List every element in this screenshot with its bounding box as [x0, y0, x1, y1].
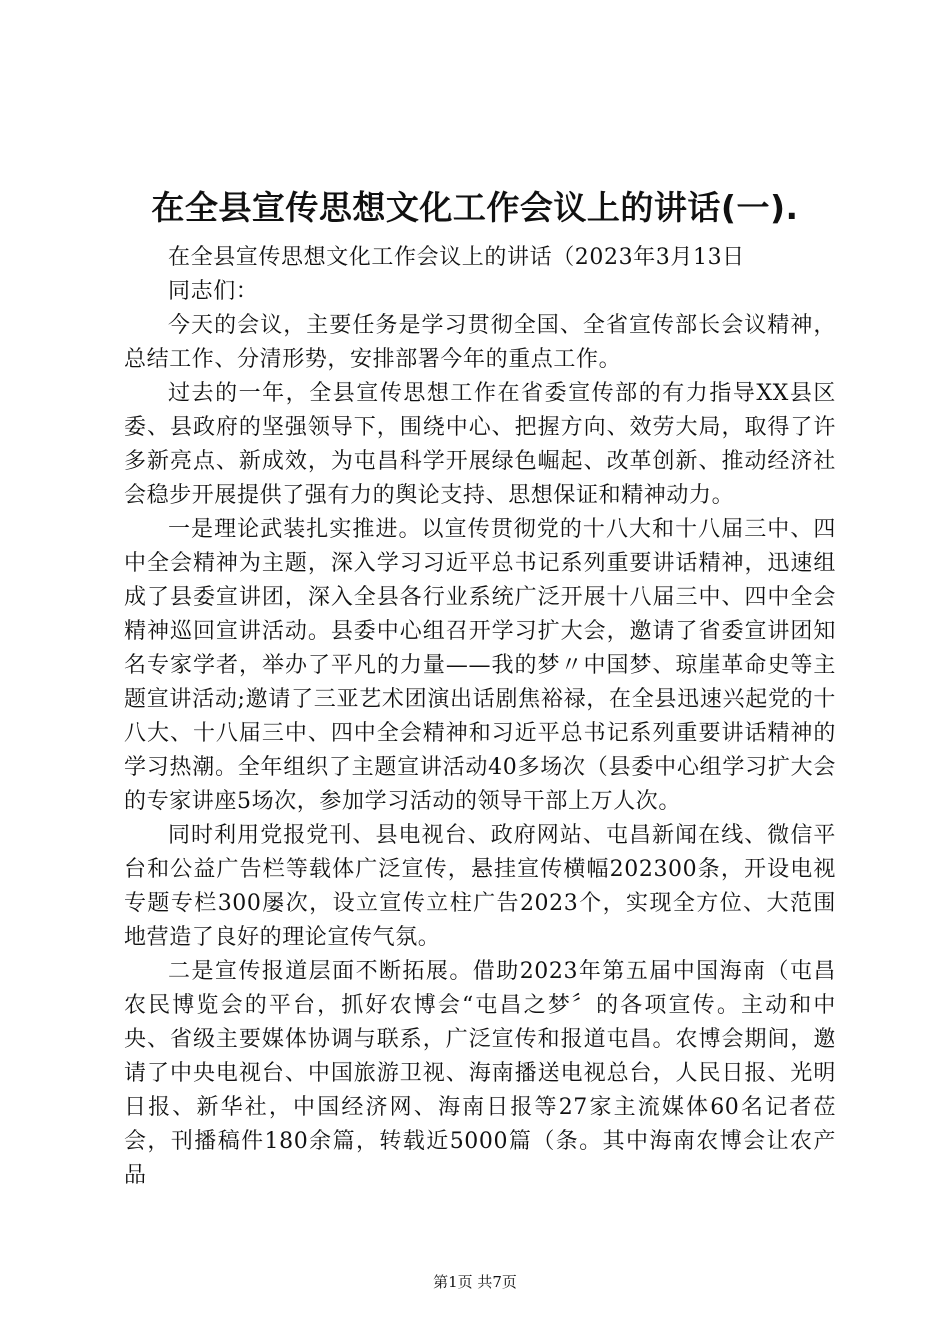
- paragraph-meeting-purpose: 今天的会议，主要任务是学习贯彻全国、全省宣传部长会议精神，总结工作、分清形势，安排部署今年的重点工作。: [124, 313, 836, 372]
- paragraph-salutation: 同志们：: [168, 279, 259, 304]
- paragraph-media-promotion: 同时利用党报党刊、县电视台、政府网站、屯昌新闻在线、微信平台和公益广告栏等载体广泛宣传，悬挂宣传横幅202300条，开设电视专题专栏300屡次，设立宣传立柱广告2023个，实现全方位、大范围地营造了良好的理论宣传气氛。: [124, 823, 836, 950]
- paragraph-news-reporting: 二是宣传报道层面不断拓展。借助2023年第五届中国海南（屯昌农民博览会的平台，抓好农博会“屯昌之梦〞的各项宣传。主动和中央、省级主要媒体协调与联系，广泛宣传和报道屯昌。农博会期间，邀请了中央电视台、中国旅游卫视、海南播送电视总台，人民日报、光明日报、新华社，中国经济网、海南日报等27家主流媒体60名记者莅会，刊播稿件180余篇，转载近5000篇（条。其中海南农博会让农产品: [124, 959, 836, 1188]
- paragraph-theory-study: 一是理论武装扎实推进。以宣传贯彻党的十八大和十八届三中、四中全会精神为主题，深入学习习近平总书记系列重要讲话精神，迅速组成了县委宣讲团，深入全县各行业系统广泛开展十八届三中、四中全会精神巡回宣讲活动。县委中心组召开学习扩大会，邀请了省委宣讲团知名专家学者，举办了平凡的力量——我的梦〃中国梦、琼崖革命史等主题宣讲活动;邀请了三亚艺术团演出话剧焦裕禄，在全县迅速兴起党的十八大、十八届三中、四中全会精神和习近平总书记系列重要讲话精神的学习热潮。全年组织了主题宣讲活动40多场次（县委中心组学习扩大会的专家讲座5场次，参加学习活动的领导干部上万人次。: [124, 517, 836, 814]
- document-title: 在全县宣传思想文化工作会议上的讲话(一).: [151, 188, 799, 227]
- page-number-footer: 第1页 共7页: [433, 1273, 517, 1291]
- paragraph-speech-header: 在全县宣传思想文化工作会议上的讲话（2023年3月13日: [168, 245, 745, 270]
- document-body: [124, 241, 836, 1193]
- paragraph-past-year-summary: 过去的一年，全县宣传思想工作在省委宣传部的有力指导XX县区委、县政府的坚强领导下，围绕中心、把握方向、效劳大局，取得了许多新亮点、新成效，为屯昌科学开展绿色崛起、改革创新、推动经济社会稳步开展提供了强有力的舆论支持、思想保证和精神动力。: [124, 381, 836, 508]
